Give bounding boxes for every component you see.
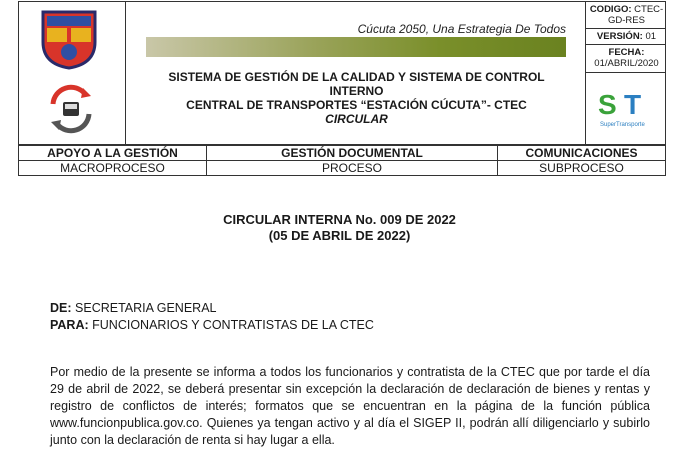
macroproceso-value: APOYO A LA GESTIÓN [18, 145, 207, 161]
st-logo-text: SuperTransporte [600, 122, 645, 128]
svg-text:S: S [598, 89, 617, 120]
fecha-label: FECHA: [608, 47, 645, 58]
macroproceso-label: MACROPROCESO [18, 160, 207, 176]
fecha-value: 01/ABRIL/2020 [594, 58, 659, 69]
codigo-label: CODIGO: [589, 4, 632, 15]
to-value: FUNCIONARIOS Y CONTRATISTAS DE LA CTEC [92, 318, 374, 332]
codigo-value-b: GD-RES [608, 15, 645, 26]
body-paragraph [50, 364, 650, 449]
codigo-field [586, 4, 667, 15]
circular-heading [0, 212, 679, 244]
version-label: VERSIÓN: [596, 31, 643, 42]
title-line-4: CIRCULAR [325, 112, 388, 126]
from-label: DE: [50, 301, 72, 315]
body-text: Por medio de la presente se informa a todos los funcionarios y contratista de la CTEC que por tarde el día 29 de abril de 2022, se deberá presentar sin excepción la declaración de declaración de bienes y rentas y registro de conflictos de interés; formatos que se encuentran en la página de la función pública www.funcionpublica.gov.co. Quienes ya tengan activo y al día el SIGEP II, podrán allí diligenciarlo y subirlo junto con la declaración de renta si hay lugar a ella. [50, 365, 650, 447]
system-title [126, 70, 587, 126]
circular-number: CIRCULAR INTERNA No. 009 DE 2022 [223, 212, 456, 227]
terminal-bus-icon [45, 84, 97, 134]
meta-divider [586, 72, 665, 73]
meta-cell [585, 1, 666, 145]
proceso-value: GESTIÓN DOCUMENTAL [206, 145, 498, 161]
subproceso-value: COMUNICACIONES [497, 145, 666, 161]
from-value: SECRETARIA GENERAL [75, 301, 217, 315]
meta-divider [586, 44, 665, 45]
title-cell [125, 1, 586, 145]
to-label: PARA: [50, 318, 89, 332]
from-line [50, 301, 217, 315]
slogan-banner [146, 37, 566, 57]
svg-text:T: T [624, 89, 642, 120]
subproceso-label: SUBPROCESO [497, 160, 666, 176]
title-line-1: SISTEMA DE GESTIÓN DE LA CALIDAD Y SISTEMA DE CONTROL [168, 70, 545, 84]
process-row [18, 145, 666, 177]
version-value: 01 [645, 31, 657, 42]
logo-cell [18, 1, 126, 145]
supertransporte-logo-icon [592, 86, 662, 130]
title-line-2: INTERNO [329, 84, 384, 98]
slogan-text: Cúcuta 2050, Una Estrategia De Todos [357, 22, 566, 36]
meta-divider [586, 28, 665, 29]
proceso-label: PROCESO [206, 160, 498, 176]
version-field [586, 31, 667, 42]
title-line-3: CENTRAL DE TRANSPORTES “ESTACIÓN CÚCUTA”- CTEC [186, 98, 527, 112]
codigo-value-a: CTEC- [634, 4, 664, 15]
circular-date: (05 DE ABRIL DE 2022) [268, 228, 411, 243]
municipal-shield-icon [39, 8, 99, 70]
to-line [50, 318, 374, 332]
